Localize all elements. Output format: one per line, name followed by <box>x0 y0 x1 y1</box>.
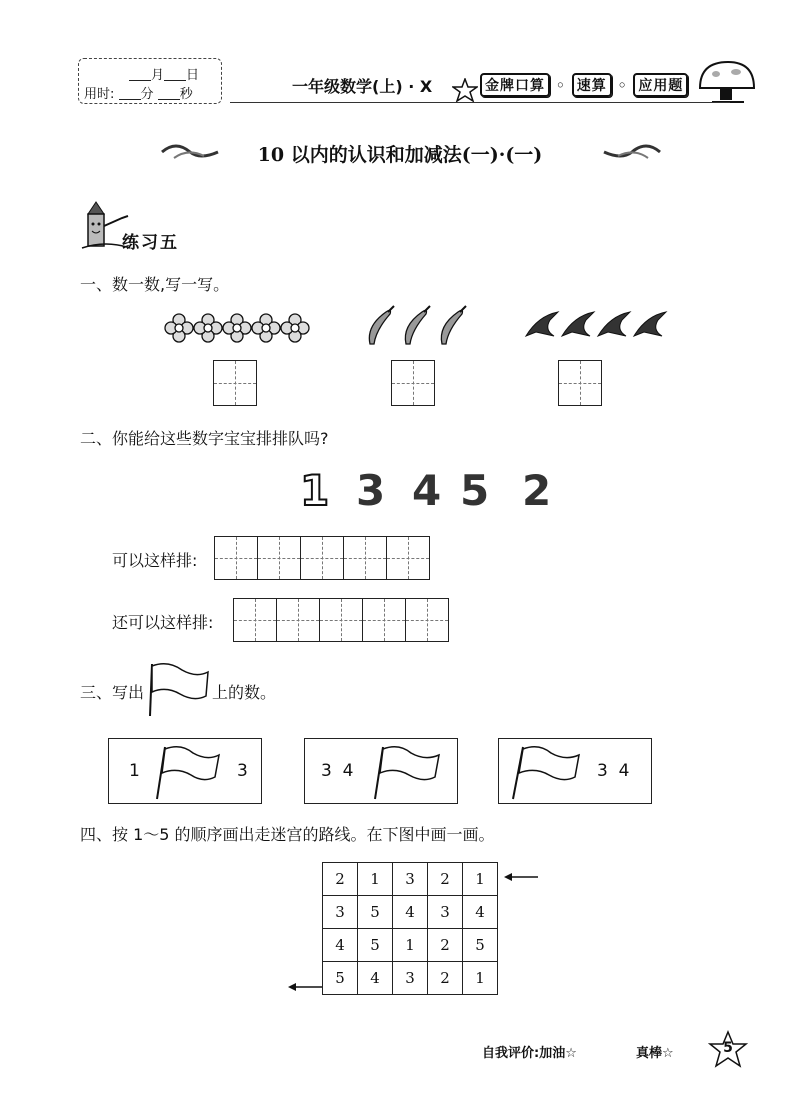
arrange-row-2-label: 还可以这样排: <box>112 613 214 632</box>
maze-cell[interactable]: 3 <box>323 896 358 929</box>
day-blank[interactable] <box>164 68 186 81</box>
maze-cell[interactable]: 2 <box>323 863 358 896</box>
section-1-heading: 一、数一数,写一写。 <box>80 275 230 294</box>
minute-label: 分 <box>140 87 154 102</box>
maze-entry-arrow-icon <box>502 870 540 884</box>
flag-icon <box>155 743 221 801</box>
flag-box-1 <box>108 738 262 804</box>
lesson-title: 练习五 <box>122 233 179 253</box>
section-3-heading-start: 三、写出 <box>80 683 145 702</box>
section-3-heading-end: 上的数。 <box>212 683 277 702</box>
arrange-cell[interactable] <box>320 599 363 641</box>
date-row <box>129 64 199 83</box>
mushroom-icon <box>696 58 758 104</box>
number-character-4: 4 <box>412 466 442 515</box>
maze-row <box>323 929 498 962</box>
arrange-row-1 <box>214 536 430 580</box>
maze-row <box>323 962 498 995</box>
maze-cell[interactable]: 1 <box>463 863 498 896</box>
peppers-picture <box>362 304 474 346</box>
answer-box-peppers[interactable] <box>391 360 435 406</box>
maze-cell[interactable]: 3 <box>393 863 428 896</box>
number-character-2: 2 <box>522 466 552 515</box>
flag-box-3 <box>498 738 652 804</box>
time-label: 用时: <box>84 87 115 102</box>
maze-cell[interactable]: 1 <box>463 962 498 995</box>
number-character-5: 5 <box>460 466 490 515</box>
maze-cell[interactable]: 3 <box>428 896 463 929</box>
second-blank[interactable] <box>158 87 180 100</box>
series-chip-2: 速算 <box>572 73 612 97</box>
series-sep-2: ◦ <box>617 78 628 94</box>
maze-cell[interactable]: 4 <box>393 896 428 929</box>
arrange-cell[interactable] <box>258 537 301 579</box>
self-evaluation-great[interactable]: 真棒☆ <box>636 1046 674 1061</box>
flag-box-2 <box>304 738 458 804</box>
arrange-row-1-label: 可以这样排: <box>112 551 198 570</box>
day-label: 日 <box>186 68 200 83</box>
self-evaluation-cheer[interactable]: 自我评价:加油☆ <box>482 1046 577 1061</box>
section-2-heading: 二、你能给这些数字宝宝排排队吗? <box>80 429 329 448</box>
arrange-row-2 <box>233 598 449 642</box>
arrange-cell[interactable] <box>344 537 387 579</box>
time-row <box>84 83 193 102</box>
flag-box-1-left-numbers: 1 <box>129 761 140 781</box>
maze-cell[interactable]: 5 <box>463 929 498 962</box>
number-characters <box>300 462 570 516</box>
answer-box-swallows[interactable] <box>558 360 602 406</box>
maze-cell[interactable]: 2 <box>428 962 463 995</box>
header-divider <box>230 102 730 103</box>
flag-box-3-right-numbers: 3 4 <box>597 761 630 781</box>
maze-grid <box>322 862 498 995</box>
maze-cell[interactable]: 1 <box>358 863 393 896</box>
flag-icon <box>371 743 443 801</box>
series-sep-1: ◦ <box>555 78 566 94</box>
maze-row <box>323 863 498 896</box>
maze-exit-arrow-icon <box>286 980 324 994</box>
arrange-cell[interactable] <box>277 599 320 641</box>
right-ornament-icon <box>600 140 662 166</box>
arrange-cell[interactable] <box>387 537 429 579</box>
flag-icon <box>146 662 212 718</box>
arrange-cell[interactable] <box>234 599 277 641</box>
arrange-cell[interactable] <box>363 599 406 641</box>
section-4-heading: 四、按 1～5 的顺序画出走迷宫的路线。在下图中画一画。 <box>80 825 495 844</box>
number-character-1: 1 <box>300 466 330 515</box>
flag-icon <box>507 743 583 801</box>
arrange-cell[interactable] <box>301 537 344 579</box>
series-chip-3: 应用题 <box>633 73 688 97</box>
minute-blank[interactable] <box>119 87 141 100</box>
maze-cell[interactable]: 4 <box>463 896 498 929</box>
flag-box-1-right-numbers: 3 <box>237 761 248 781</box>
date-time-box <box>78 58 222 104</box>
maze-cell[interactable]: 4 <box>358 962 393 995</box>
arrange-cell[interactable] <box>215 537 258 579</box>
book-title: 一年级数学(上) · X <box>292 77 433 96</box>
arrange-cell[interactable] <box>406 599 448 641</box>
star-icon <box>452 78 478 102</box>
maze-row <box>323 896 498 929</box>
page-number: 5 <box>723 1040 733 1056</box>
second-label: 秒 <box>179 87 193 102</box>
maze-cell[interactable]: 1 <box>393 929 428 962</box>
answer-box-flowers[interactable] <box>213 360 257 406</box>
month-label: 月 <box>151 68 165 83</box>
series-tag <box>480 73 688 97</box>
flag-box-2-left-numbers: 3 4 <box>321 761 354 781</box>
maze-cell[interactable]: 5 <box>323 962 358 995</box>
maze-cell[interactable]: 5 <box>358 896 393 929</box>
month-blank[interactable] <box>129 68 151 81</box>
series-chip-1: 金牌口算 <box>480 73 550 97</box>
swallows-picture <box>524 306 670 346</box>
chapter-title: 10 以内的认识和加减法(一)·(一) <box>257 144 543 166</box>
maze-cell[interactable]: 2 <box>428 929 463 962</box>
maze-cell[interactable]: 5 <box>358 929 393 962</box>
number-character-3: 3 <box>356 466 386 515</box>
flowers-picture <box>164 312 314 344</box>
maze-cell[interactable]: 3 <box>393 962 428 995</box>
maze-cell[interactable]: 4 <box>323 929 358 962</box>
maze-cell[interactable]: 2 <box>428 863 463 896</box>
